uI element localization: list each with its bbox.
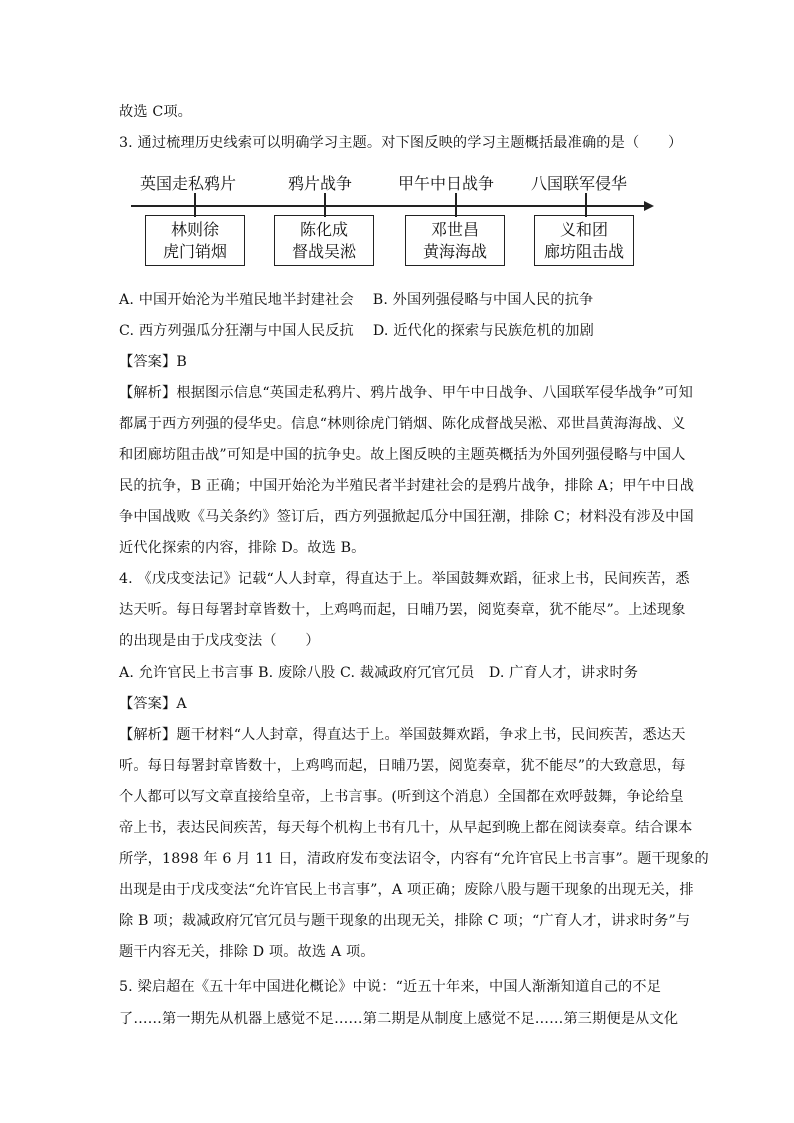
timeline-box-4-line1: 义和团 (559, 220, 608, 239)
question-3-explanation-line-4: 民的抗争，B 正确；中国开始沦为半殖民者半封建社会的是鸦片战争，排除 A；甲午中日战 (119, 478, 695, 494)
question-4-stem-line-3: 的出现是由于戊戌变法（ ） (119, 633, 320, 649)
timeline-box-2-line1: 陈化成 (299, 220, 348, 239)
question-3-answer: 【答案】B (119, 354, 187, 370)
timeline-arrow-head (644, 201, 654, 211)
question-4-explanation-line-8: 题干内容无关，排除 D 项。故选 A 项。 (119, 944, 375, 960)
timeline-tick-3 (455, 193, 457, 217)
timeline-tick-1 (194, 193, 196, 217)
question-4-explanation-line-4: 帝上书，表达民间疾苦，每天每个机构上书有几十，从早起到晚上都在阅读奏章。结合课本 (119, 820, 693, 836)
question-3-explanation-line-5: 争中国战败《马关条约》签订后，西方列强掀起瓜分中国狂潮，排除 C；材料没有涉及中国 (119, 509, 694, 525)
timeline-box-3-line1: 邓世昌 (430, 220, 479, 239)
question-3-explanation-line-2: 都属于西方列强的侵华史。信息“林则徐虎门销烟、陈化成督战吴淞、邓世昌黄海海战、义 (119, 416, 686, 432)
question-4-explanation-line-2: 听。每日每署封章皆数十，上鸡鸣而起，日晡乃罢，阅览奏章，犹不能尽”的大致意思，每 (119, 758, 686, 774)
timeline-tick-2 (324, 193, 326, 217)
question-4-explanation-line-5: 所学，1898 年 6 月 11 日，清政府发布变法诏令，内容有“允许官民上书言事”。题干现象的 (119, 851, 709, 867)
question-4-explanation-line-7: 除 B 项；裁减政府冗官冗员与题干现象的出现无关，排除 C 项；“广育人才，讲求时务”与 (119, 913, 691, 929)
timeline-event-2: 鸦片战争 (288, 174, 353, 193)
timeline-box-1-line1: 林则徐 (170, 220, 219, 239)
timeline-box-3 (405, 215, 505, 266)
timeline-box-3-line2: 黄海海战 (422, 242, 487, 261)
timeline-box-1 (145, 215, 245, 266)
timeline-box-1-line2: 虎门销烟 (162, 242, 227, 261)
timeline-box-2-line2: 督战吴淞 (291, 242, 356, 261)
question-3-explanation-line-3: 和团廊坊阻击战”可知是中国的抗争史。故上图反映的主题英概括为外国列强侵略与中国人 (119, 447, 686, 463)
question-3-explanation-line-6: 近代化探索的内容，排除 D。故选 B。 (119, 540, 366, 556)
question-5-stem-line-1: 5. 梁启超在《五十年中国进化概论》中说：“近五十年来，中国人渐渐知道自己的不足 (119, 979, 662, 995)
question-4-answer: 【答案】A (119, 696, 187, 712)
question-5-stem-line-2: 了……第一期先从机器上感觉不足……第二期是从制度上感觉不足……第三期便是从文化 (119, 1011, 679, 1027)
timeline-box-4-line2: 廊坊阻击战 (543, 242, 624, 261)
previous-answer-conclusion: 故选 C项。 (119, 104, 193, 120)
question-4-explanation-line-6: 出现是由于戊戌变法“允许官民上书言事”，A 项正确；废除八股与题干现象的出现无关，排 (119, 882, 694, 898)
question-3-options-cd: C. 西方列强瓜分狂潮与中国人民反抗 D. 近代化的探索与民族危机的加剧 (119, 323, 594, 339)
question-3-options-ab: A. 中国开始沦为半殖民地半封建社会 B. 外国列强侵略与中国人民的抗争 (119, 292, 594, 308)
question-4-explanation-line-3: 个人都可以写文章直接给皇帝，上书言事。(听到这个消息）全国都在欢呼鼓舞，争论给皇 (119, 789, 684, 805)
timeline-event-3: 甲午中日战争 (398, 174, 495, 193)
question-4-options: A. 允许官民上书言事 B. 废除八股 C. 裁减政府冗官冗员 D. 广育人才，讲求时务 (119, 665, 639, 681)
timeline-event-4: 八国联军侵华 (531, 174, 628, 193)
question-4-stem-line-1: 4. 《戊戌变法记》记载“人人封章，得直达于上。举国鼓舞欢蹈，征求上书，民间疾苦，悉 (119, 571, 690, 587)
question-4-stem-line-2: 达天听。每日每署封章皆数十，上鸡鸣而起，日晡乃罢，阅览奏章，犹不能尽”。上述现象 (119, 602, 686, 618)
question-3-stem: 3. 通过梳理历史线索可以明确学习主题。对下图反映的学习主题概括最准确的是（ ） (119, 135, 683, 151)
timeline-box-2 (274, 215, 374, 266)
question-3-explanation-line-1: 【解析】根据图示信息“英国走私鸦片、鸦片战争、甲午中日战争、八国联军侵华战争”可知 (119, 385, 693, 401)
question-4-explanation-line-1: 【解析】题干材料“人人封章，得直达于上。举国鼓舞欢蹈，争求上书，民间疾苦，悉达天 (119, 727, 686, 743)
timeline-box-4 (534, 215, 634, 266)
timeline-tick-4 (585, 193, 587, 217)
timeline-axis (131, 205, 646, 207)
timeline-event-1: 英国走私鸦片 (140, 174, 237, 193)
